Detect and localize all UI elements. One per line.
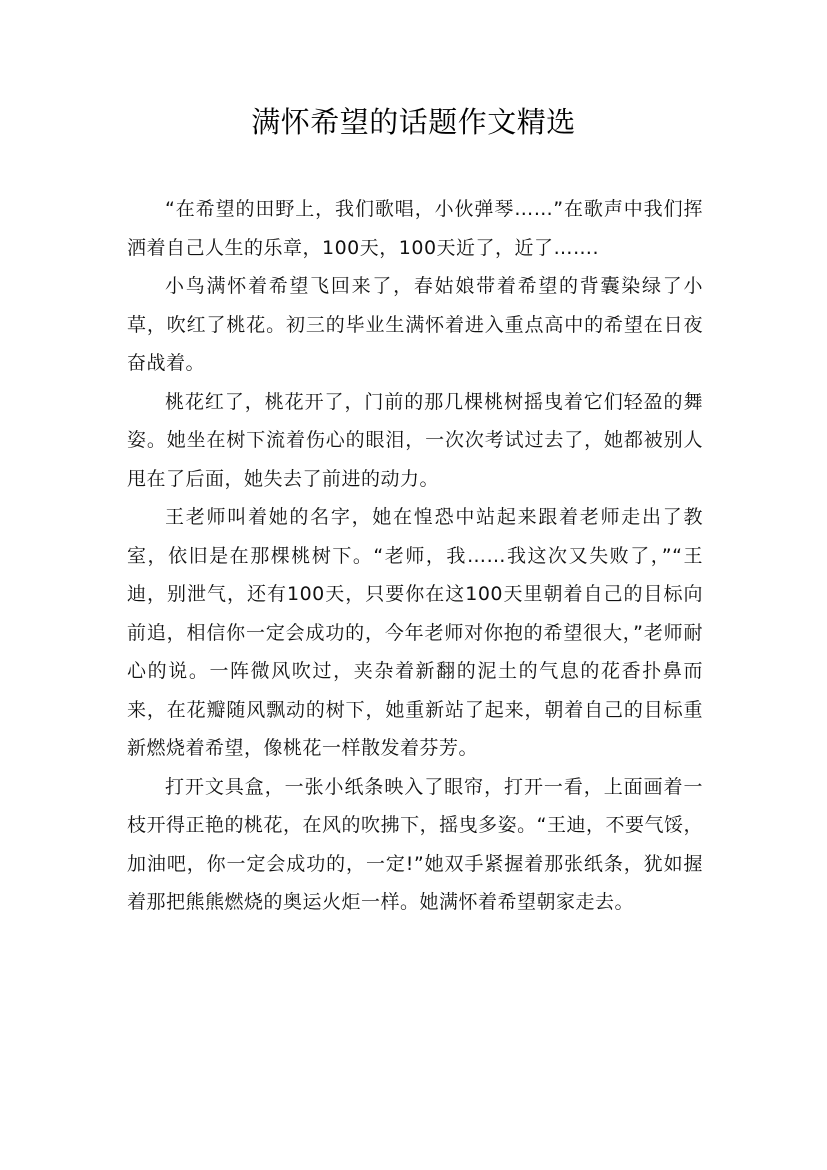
paragraph-1: “在希望的田野上，我们歌唱，小伙弹琴……”在歌声中我们挥洒着自己人生的乐章，100天，100天近了，近了…….	[127, 198, 703, 259]
paragraph-5: 打开文具盒，一张小纸条映入了眼帘，打开一看，上面画着一枝开得正艳的桃花，在风的吹拂下，摇曳多姿。“王迪，不要气馁，加油吧，你一定会成功的，一定!”她双手紧握着那张纸条，犹如握着那把熊熊燃烧的奥运火炬一样。她满怀着希望朝家走去。	[127, 775, 703, 913]
paragraph-3: 桃花红了，桃花开了，门前的那几棵桃树摇曳着它们轻盈的舞姿。她坐在树下流着伤心的眼泪，一次次考试过去了，她都被别人甩在了后面，她失去了前进的动力。	[127, 390, 703, 490]
document-body	[127, 190, 703, 922]
paragraph-4: 王老师叫着她的名字，她在惶恐中站起来跟着老师走出了教室，依旧是在那棵桃树下。“老师，我……我这次又失败了，”“王迪，别泄气，还有100天，只要你在这100天里朝着自己的目标向前追，相信你一定会成功的，今年老师对你抱的希望很大，”老师耐心的说。一阵微风吹过，夹杂着新翻的泥土的气息的花香扑鼻而来，在花瓣随风飘动的树下，她重新站了起来，朝着自己的目标重新燃烧着希望，像桃花一样散发着芬芳。	[127, 506, 703, 759]
document-title: 满怀希望的话题作文精选	[251, 105, 576, 139]
paragraph-2: 小鸟满怀着希望飞回来了，春姑娘带着希望的背囊染绿了小草，吹红了桃花。初三的毕业生满怀着进入重点高中的希望在日夜奋战着。	[127, 275, 703, 374]
